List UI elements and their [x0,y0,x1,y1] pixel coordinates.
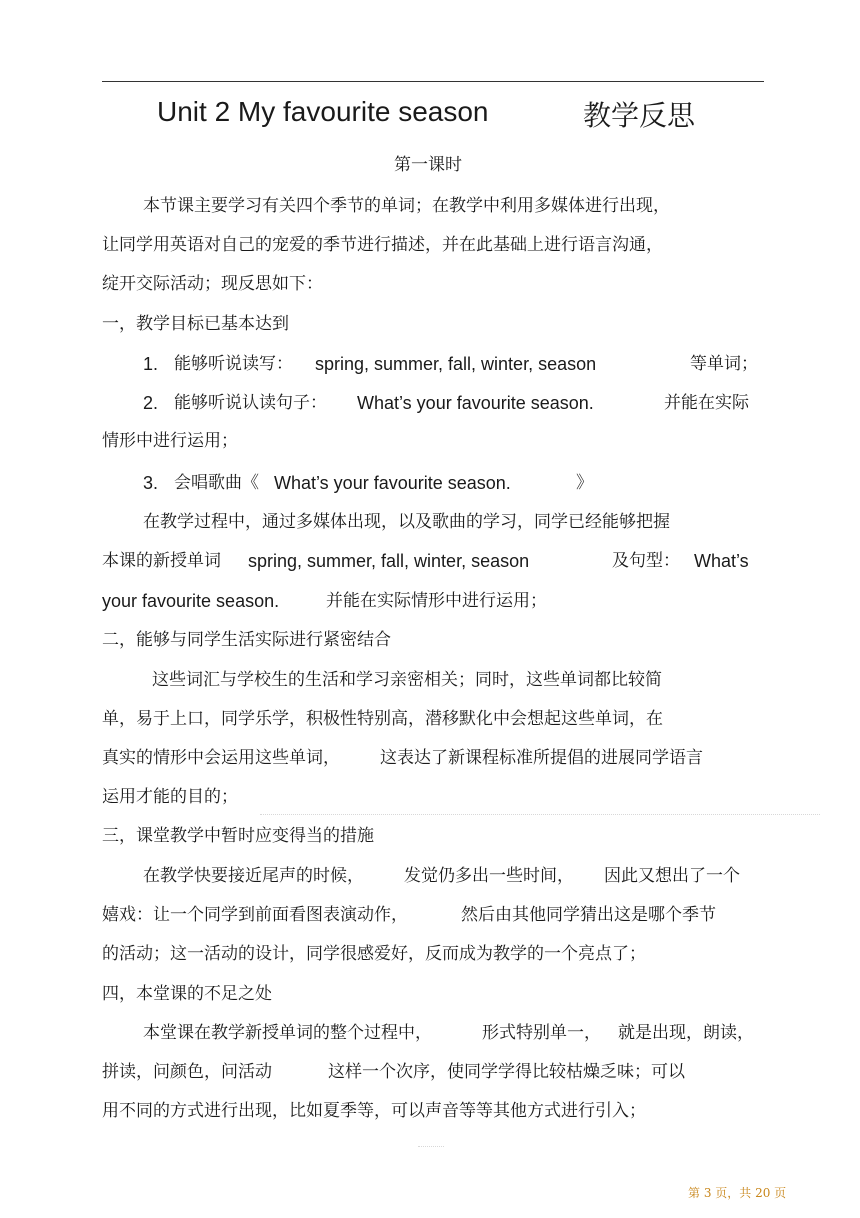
heading-4: 四，本堂课的不足之处 [102,984,272,1004]
title-chinese: 教学反思 [583,99,696,132]
item2-number: 2. [143,393,159,413]
para5-line2-a: 拼读，问颜色，问活动 [102,1062,272,1082]
para5-line3: 用不同的方式进行出现，比如夏季等，可以声音等等其他方式进行引入； [102,1101,646,1121]
para5-line1-a: 本堂课在教学新授单词的整个过程中， [143,1023,432,1043]
para2-line3-a: your favourite season. [102,591,280,611]
para3-line1: 这些词汇与学校生的生活和学习亲密相关；同时，这些单词都比较简 [152,670,662,690]
title-english: Unit 2 My favourite season [157,96,489,127]
para2-line3-b: 并能在实际情形中进行运用； [326,591,547,611]
para2-line2-a: 本课的新授单词 [102,551,221,571]
para3-line2: 单，易于上口，同学乐学，积极性特别高，潜移默化中会想起这些单词，在 [102,709,663,729]
para4-line2-b: 然后由其他同学猜出这是哪个季节 [461,905,716,925]
item3-suffix: 》 [576,473,593,493]
para3-line3-a: 真实的情形中会运用这些单词， [102,748,340,768]
para2-line1: 在教学过程中，通过多媒体出现，以及歌曲的学习，同学已经能够把握 [143,512,670,532]
para5-line1-b: 形式特别单一， [482,1023,601,1043]
item2-suffix: 并能在实际 [664,393,749,413]
faint-dotted-line [260,814,820,815]
para4-line1-c: 因此又想出了一个 [604,866,740,886]
item3-label: 会唱歌曲《 [174,473,259,493]
para2-line2-c: 及句型： [612,551,680,571]
para1-line2: 让同学用英语对自己的宠爱的季节进行描述，并在此基础上进行语言沟通， [102,235,663,255]
heading-1: 一，教学目标已基本达到 [102,314,289,334]
para1-line1: 本节课主要学习有关四个季节的单词；在教学中利用多媒体进行出现， [143,196,670,216]
header-rule [102,81,764,82]
item3-song: What’s your favourite season. [274,473,511,493]
faint-dotted-mark [418,1146,444,1147]
item2-label: 能够听说认读句子： [174,393,327,413]
para4-line1-b: 发觉仍多出一些时间， [404,866,574,886]
item1-suffix: 等单词； [690,354,758,374]
item2-line2: 情形中进行运用； [102,431,238,451]
para2-line2-d: What’s [694,551,749,571]
para5-line1-c: 就是出现，朗读， [618,1023,754,1043]
item1-number: 1. [143,354,159,374]
item2-sentence: What’s your favourite season. [357,393,594,413]
item1-label: 能够听说读写： [174,354,293,374]
heading-3: 三，课堂教学中暂时应变得当的措施 [102,826,374,846]
para4-line3: 的活动；这一活动的设计，同学很感爱好，反而成为教学的一个亮点了； [102,944,646,964]
para3-line4: 运用才能的目的； [102,787,238,807]
item1-words: spring, summer, fall, winter, season [315,354,597,374]
heading-2: 二，能够与同学生活实际进行紧密结合 [102,630,391,650]
page-number: 第 3 页，共 20 页 [688,1186,787,1200]
para4-line2-a: 嬉戏：让一个同学到前面看图表演动作， [102,905,408,925]
para1-line3: 绽开交际活动；现反思如下： [102,274,323,294]
subtitle: 第一课时 [394,155,462,175]
para5-line2-b: 这样一个次序，使同学学得比较枯燥乏味；可以 [328,1062,685,1082]
para2-line2-words: spring, summer, fall, winter, season [248,551,530,571]
item3-number: 3. [143,473,159,493]
para3-line3-b: 这表达了新课程标准所提倡的进展同学语言 [380,748,703,768]
para4-line1-a: 在教学快要接近尾声的时候， [143,866,364,886]
